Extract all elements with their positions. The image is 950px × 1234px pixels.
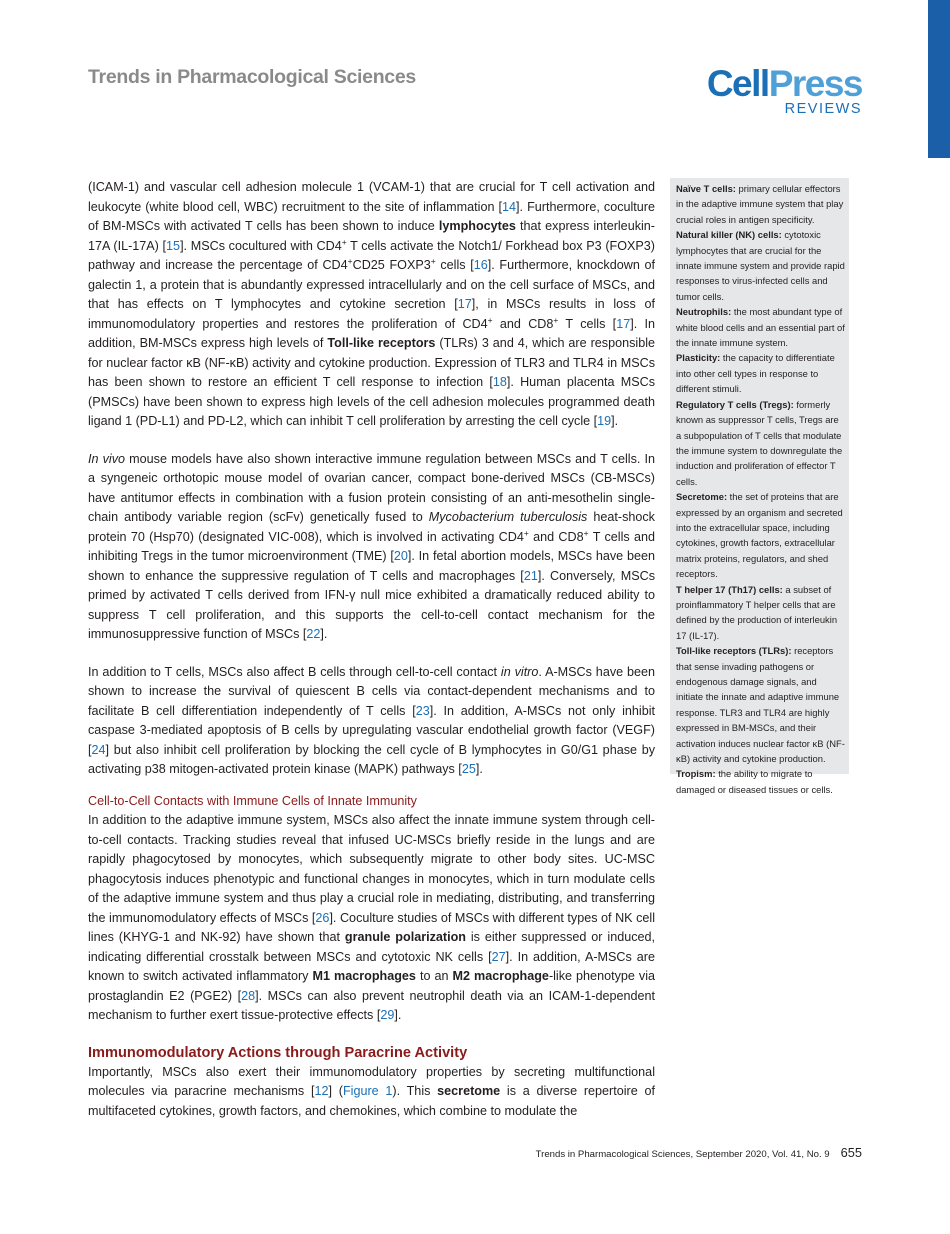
logo-cell-text: Cell — [706, 63, 769, 104]
logo-reviews-text: REVIEWS — [784, 101, 862, 117]
glossary-entry-definition: receptors that sense invading pathogens or endogenous damage signals, and initiate the innate and adaptive immune response. TLR3 and TLR4 are highly expressed in BM-MSCs, and their activation induces nuclear factor κB (NF-κB) activity and cytokine production. — [676, 645, 845, 765]
section-heading: Immunomodulatory Actions through Paracrine Activity — [88, 1044, 468, 1061]
glossary-entry — [676, 227, 846, 304]
glossary-entry-term: T helper 17 (Th17) cells: — [676, 583, 783, 595]
glossary-entry-definition: the most abundant type of white blood cells and an essential part of the innate immune system. — [676, 306, 845, 349]
body-paragraph: Importantly, MSCs also exert their immunomodulatory properties by secreting multifunctional molecules via paracrine mechanisms [12] (Figure 1). This secretome is a diverse repertoire of multifaceted cytokines, growth factors, and chemokines, which combine to modulate the — [88, 1064, 656, 1118]
glossary-entry-definition: formerly known as suppressor T cells, Tregs are a subpopulation of T cells that modulate the immune system to downregulate the induction and proliferation of effector T cells. — [676, 398, 843, 487]
superscript: + — [487, 314, 493, 325]
body-paragraph: In addition to T cells, MSCs also affect B cells through cell-to-cell contact in vitro. A-MSCs have been shown to increase the survival of quiescent B cells via contact-dependent mechanisms and to facilitate B cell differentiation independently of T cells [23]. In addition, A-MSCs not only inhibit caspase 3-mediated apoptosis of B cells by upregulating vascular endothelial growth factor (VEGF) [24] but also inhibit cell proliferation by blocking the cell cycle of B lymphocytes in G0/G1 phase by activating p38 mitogen-activated protein kinase (MAPK) pathways [25]. — [88, 664, 656, 776]
glossary-entry-term: Tropism: — [676, 768, 716, 780]
glossary-entry — [676, 582, 846, 644]
superscript: + — [553, 314, 559, 325]
glossary-term: granule polarization — [344, 930, 466, 944]
reference-link[interactable]: 23 — [415, 703, 430, 718]
reference-link[interactable]: 28 — [241, 988, 256, 1003]
body-paragraph: (ICAM-1) and vascular cell adhesion molecule 1 (VCAM-1) that are crucial for T cell activation and leukocyte (white blood cell, WBC) recruitment to the site of inflammation [14]. Furthermore, coculture of BM-MSCs with activated T cells has been shown to induce lymphocytes that express interleukin-17A (IL-17A) [15]. MSCs cocultured with CD4+ T cells activate the Notch1/ Forkhead box P3 (FOXP3) pathway and increase the percentage of CD4+CD25 FOXP3+ cells [16]. Furthermore, knockdown of galectin 1, a protein that is abundantly expressed intracellularly and on the cell surface of MSCs, and that has effects on T lymphocytes and cytokine secretion [17], in MSCs results in loss of immunomodulatory properties and restores the proliferation of CD4+ and CD8+ T cells [17]. In addition, BM-MSCs express high levels of Toll-like receptors (TLRs) 3 and 4, which are responsible for nuclear factor κB (NF-κB) activity and cytokine production. Expression of TLR3 and TLR4 in MSCs has been shown to restore an efficient T cell response to infection [18]. Human placenta MSCs (PMSCs) have been shown to express high levels of the cell adhesion molecules programmed death ligand 1 (PD-L1) and PD-L2, which can inhibit T cell proliferation by arresting the cell cycle [19]. — [88, 180, 655, 428]
reference-link[interactable]: 12 — [314, 1084, 329, 1098]
superscript: + — [430, 255, 436, 266]
glossary-entry-definition: a subset of proinflammatory T helper cells that are defined by the production of interleukin 17 (IL-17). — [676, 583, 838, 641]
glossary-entry-definition: cytotoxic lymphocytes that are crucial for the innate immune system and provide rapid responses to virus-infected cells and tumor cells. — [676, 229, 845, 302]
italic-text: in vitro — [500, 664, 539, 679]
glossary-term: M1 macrophages — [312, 969, 416, 983]
body-paragraph: In vivo mouse models have also shown interactive immune regulation between MSCs and T cells. In a syngeneic orthotopic mouse model of ovarian cancer, compact bone-derived MSCs (CB-MSCs) have antitumor effects in combination with a fusion protein consisting of an anti-mesothelin single-chain antibody variable region (scFv) genetically fused to Mycobacterium tuberculosis heat-shock protein 70 (Hsp70) (designated VIC-008), which is involved in activating CD4+ and CD8+ T cells and inhibiting Tregs in the tumor microenvironment (TME) [20]. In fetal abortion models, MSCs have been shown to enhance the suppressive regulation of T cells and macrophages [21]. Conversely, MSCs primed by activated T cells derived from IFN-γ null mice exhibited a dramatically reduced ability to suppress T cell proliferation, and this supports the cell-to-cell contact mechanism for the immunosuppressive function of MSCs [22]. — [88, 451, 655, 641]
reference-link[interactable]: 22 — [306, 627, 321, 641]
glossary-sidebar — [670, 178, 849, 795]
reference-link[interactable]: 17 — [616, 316, 631, 331]
glossary-entry-term: Naïve T cells: — [676, 183, 736, 194]
reference-link[interactable]: 29 — [380, 1008, 395, 1022]
superscript: + — [523, 527, 529, 538]
cellpress-logo — [706, 63, 862, 118]
italic-text: In vivo — [88, 451, 126, 466]
glossary-entry — [676, 350, 846, 396]
reference-link[interactable]: 15 — [166, 238, 181, 253]
glossary-entry — [676, 181, 846, 227]
glossary-entry-definition: the set of proteins that are expressed by an organism and secreted into the extracellular space, including cytokines, growth factors, extracellular matrix proteins, regulators, and shed receptors. — [676, 491, 843, 580]
glossary-term: M2 macrophage — [452, 969, 549, 983]
glossary-entry — [676, 397, 846, 489]
logo-press-text: Press — [768, 63, 862, 104]
reference-link[interactable]: 26 — [315, 910, 330, 925]
reference-link[interactable]: Figure 1 — [342, 1084, 393, 1098]
glossary-entry-term: Natural killer (NK) cells: — [676, 229, 782, 241]
glossary-entry-definition: the capacity to differentiate into other cell types in response to different stimuli. — [676, 352, 835, 395]
reference-link[interactable]: 27 — [491, 949, 506, 964]
reference-link[interactable]: 16 — [473, 258, 488, 272]
glossary-entry-term: Regulatory T cells (Tregs): — [676, 398, 794, 410]
glossary-entry-term: Plasticity: — [676, 352, 721, 364]
reference-link[interactable]: 25 — [461, 762, 476, 776]
reference-link[interactable]: 17 — [457, 297, 472, 311]
glossary-term: Toll-like receptors — [327, 336, 436, 350]
glossary-entry — [676, 766, 846, 797]
reference-link[interactable]: 19 — [597, 414, 612, 428]
glossary-term: lymphocytes — [438, 219, 516, 233]
main-column — [88, 178, 655, 1121]
glossary-entry-definition: primary cellular effectors in the adaptive immune system that play crucial roles in antigen specificity. — [676, 183, 844, 225]
glossary-term: secretome — [437, 1084, 501, 1098]
body-paragraph: In addition to the adaptive immune system, MSCs also affect the innate immune system through cell-to-cell contacts. Tracking studies reveal that infused UC-MSCs briefly reside in the lungs and are rapidly phagocytosed by monocytes, which subsequently migrate to other body sites. UC-MSC phagocytosis induces phenotypic and functional changes in monocytes, which in turn modulate cells of the adaptive immune system and thus play a crucial role in mediating, distributing, and transferring the immunomodulatory effects of MSCs [26]. Coculture studies of MSCs with different types of NK cell lines (KHYG-1 and NK-92) have shown that granule polarization is either suppressed or induced, indicating differential crosstalk between MSCs and cytotoxic NK cells [27]. In addition, A-MSCs are known to switch activated inflammatory M1 macrophages to an M2 macrophage-like phenotype via prostaglandin E2 (PGE2) [28]. MSCs can also prevent neutrophil death via an ICAM-1-dependent mechanism to further exert tissue-protective effects [29]. — [88, 813, 656, 1022]
subsection-heading: Cell-to-Cell Contacts with Immune Cells of Innate Immunity — [88, 793, 417, 808]
page-number: 655 — [840, 1145, 862, 1160]
glossary-entry — [676, 489, 846, 581]
reference-link[interactable]: 20 — [393, 549, 408, 563]
italic-text: Mycobacterium tuberculosis — [428, 510, 588, 524]
page-footer — [536, 1145, 862, 1160]
reference-link[interactable]: 24 — [91, 742, 106, 757]
page-edge-tab — [928, 0, 950, 158]
glossary-entry — [676, 643, 846, 766]
reference-link[interactable]: 14 — [502, 199, 517, 214]
footer-citation: Trends in Pharmacological Sciences, September 2020, Vol. 41, No. 9 — [535, 1149, 830, 1160]
logo-wordmark — [706, 63, 862, 104]
glossary-entry-term: Neutrophils: — [676, 306, 732, 318]
superscript: + — [347, 255, 353, 266]
glossary-entry — [676, 304, 846, 350]
journal-title: Trends in Pharmacological Sciences — [88, 66, 416, 88]
reference-link[interactable]: 18 — [492, 375, 507, 389]
glossary-entry-term: Secretome: — [676, 491, 728, 503]
superscript: + — [341, 236, 347, 247]
superscript: + — [583, 527, 589, 538]
reference-link[interactable]: 21 — [523, 568, 538, 583]
glossary-entry-term: Toll-like receptors (TLRs): — [676, 645, 792, 657]
glossary-entry-definition: the ability to migrate to damaged or diseased tissues or cells. — [676, 768, 833, 795]
